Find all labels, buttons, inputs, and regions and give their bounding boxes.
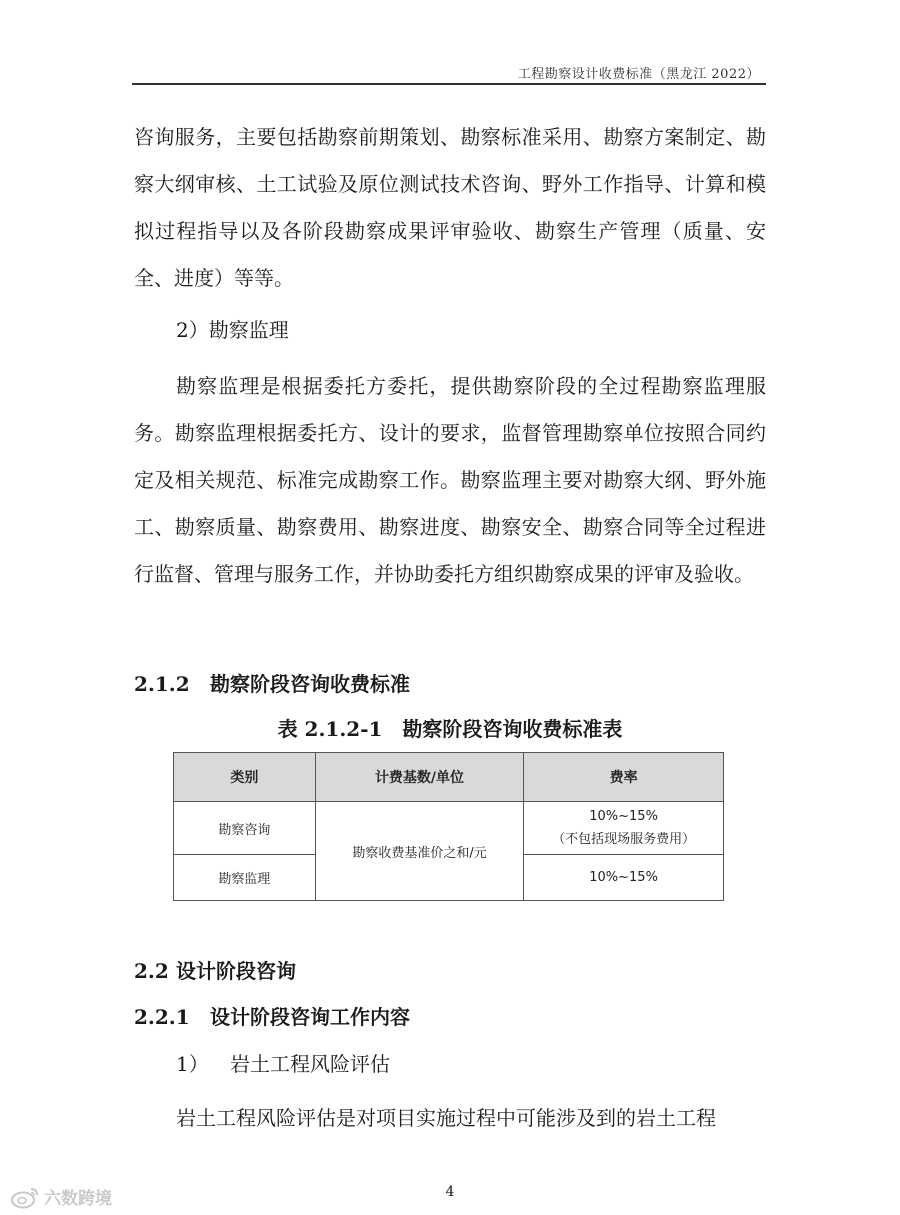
table-header-row (174, 753, 724, 802)
table-caption-title: 勘察阶段咨询收费标准表 (402, 717, 623, 741)
watermark (10, 1184, 112, 1209)
cell-shared-base: 勘察收费基准价之和/元 (315, 802, 523, 901)
subitem-title: 岩土工程风险评估 (230, 1052, 390, 1076)
section-title: 勘察阶段咨询收费标准 (210, 672, 410, 696)
table-row (174, 802, 724, 855)
fee-standard-table (173, 752, 724, 901)
weibo-logo-icon (10, 1185, 40, 1209)
section-heading-2-2-1 (134, 1001, 410, 1030)
table-caption (0, 713, 900, 742)
header-rule (132, 83, 766, 85)
cell-category: 勘察监理 (174, 855, 316, 901)
paragraph-consulting-services: 咨询服务，主要包括勘察前期策划、勘察标准采用、勘察方案制定、勘察大纲审核、土工试验及原位测试技术咨询、野外工作指导、计算和模拟过程指导以及各阶段勘察成果评审验收、勘察生产管理（质量、安全、进度）等等。 (134, 125, 766, 290)
section-number: 2.2 (134, 959, 169, 983)
cell-category: 勘察咨询 (174, 802, 316, 855)
subitem-number: 1） (176, 1052, 209, 1076)
section-title: 设计阶段咨询工作内容 (210, 1005, 410, 1029)
header-base-unit: 计费基数/单位 (315, 753, 523, 802)
section-heading-2-1-2 (134, 668, 410, 697)
running-header: 工程勘察设计收费标准（黑龙江 2022） (517, 67, 760, 82)
table-caption-number: 表 2.1.2-1 (277, 717, 383, 741)
watermark-text: 六数跨境 (44, 1189, 112, 1209)
header-category: 类别 (174, 753, 316, 802)
cell-rate (524, 802, 724, 855)
paragraph-geotechnical-risk: 岩土工程风险评估是对项目实施过程中可能涉及到的岩土工程 (176, 1106, 716, 1130)
paragraph-survey-supervision: 勘察监理是根据委托方委托，提供勘察阶段的全过程勘察监理服务。勘察监理根据委托方、设计的要求，监督管理勘察单位按照合同约定及相关规范、标准完成勘察工作。勘察监理主要对勘察大纲、野外施工、勘察质量、勘察费用、勘察进度、勘察安全、勘察合同等全过程进行监督、管理与服务工作，并协助委托方组织勘察成果的评审及验收。 (134, 374, 766, 586)
page-number: 4 (445, 1184, 455, 1200)
section-number: 2.2.1 (134, 1005, 190, 1029)
rate-note: （不包括现场服务费用） (552, 832, 696, 847)
cell-rate: 10%~15% (524, 855, 724, 901)
section-heading-2-2 (134, 955, 296, 984)
section-title: 设计阶段咨询 (176, 959, 296, 983)
subitem-geotechnical-risk (176, 1048, 390, 1077)
rate-value: 10%~15% (589, 809, 658, 824)
section-number: 2.1.2 (134, 672, 190, 696)
subitem-survey-supervision: 2）勘察监理 (176, 318, 289, 342)
header-rate: 费率 (524, 753, 724, 802)
